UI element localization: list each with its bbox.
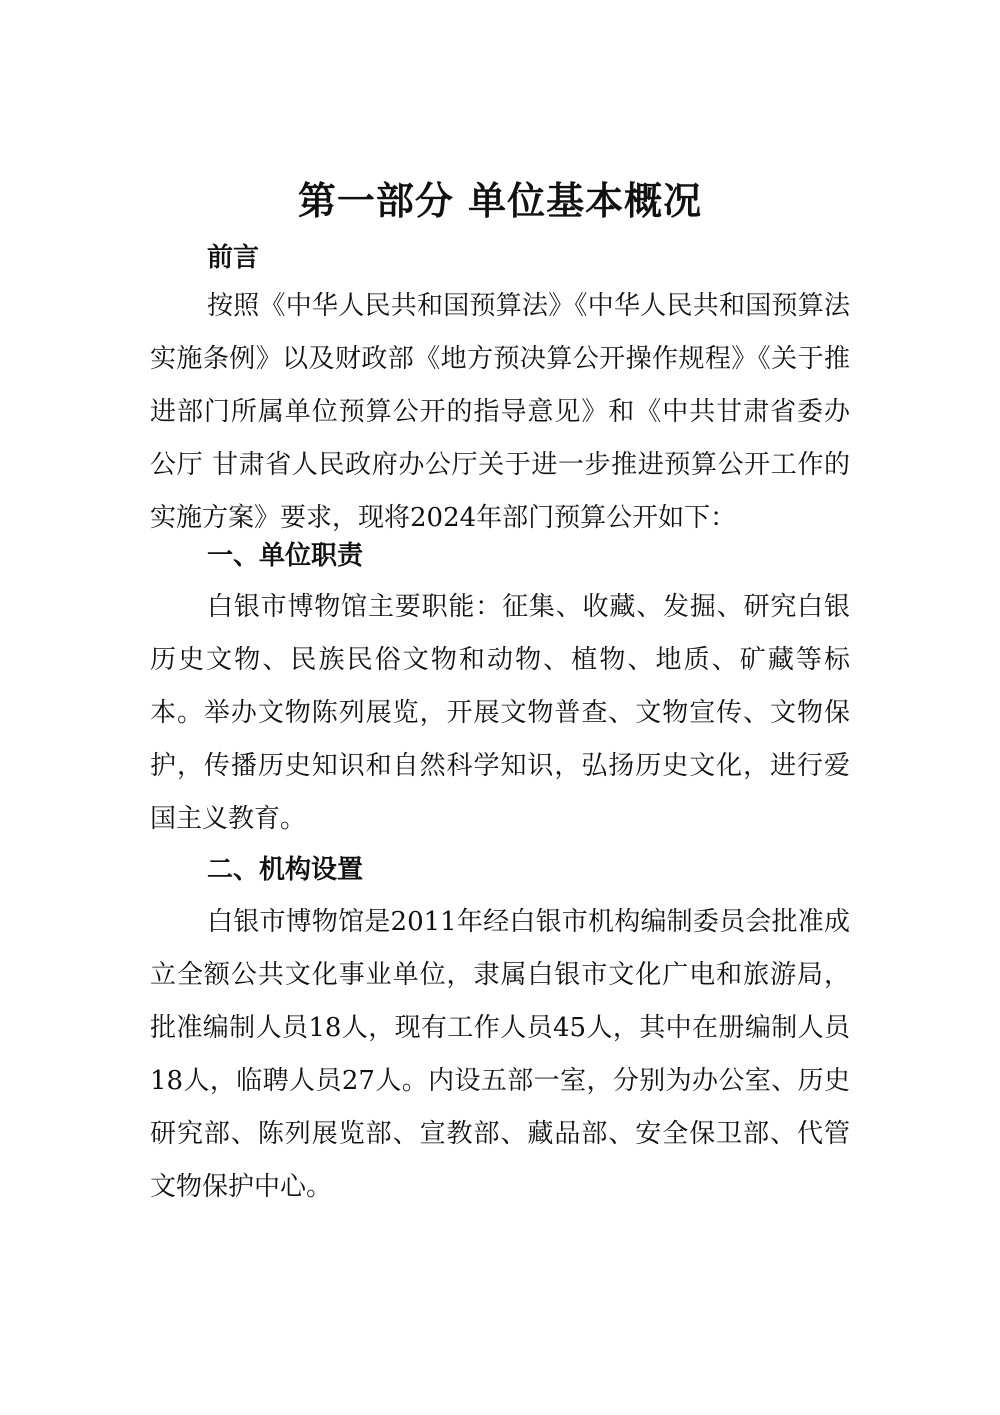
section-paragraph-duties: 白银市博物馆主要职能：征集、收藏、发掘、研究白银历史文物、民族民俗文物和动物、植物、地质、矿藏等标本。举办文物陈列展览，开展文物普查、文物宣传、文物保护，传播历史知识和自然科学知识，弘扬历史文化，进行爱国主义教育。 xyxy=(150,592,850,834)
preface-paragraph: 按照《中华人民共和国预算法》《中华人民共和国预算法实施条例》以及财政部《地方预决算公开操作规程》《关于推进部门所属单位预算公开的指导意见》和《中共甘肃省委办公厅 甘肃省人民政府办公厅关于进一步推进预算公开工作的实施方案》要求，现将2024年部门预算公开如下： xyxy=(150,291,850,533)
section-heading-organization: 二、机构设置 xyxy=(207,855,364,885)
section-paragraph-organization: 白银市博物馆是2011年经白银市机构编制委员会批准成立全额公共文化事业单位，隶属白银市文化广电和旅游局，批准编制人员18人，现有工作人员45人，其中在册编制人员18人，临聘人员27人。内设五部一室，分别为办公室、历史研究部、陈列展览部、宣教部、藏品部、安全保卫部、代管文物保护中心。 xyxy=(150,907,850,1202)
section-heading-duties: 一、单位职责 xyxy=(207,541,364,571)
preface-heading: 前言 xyxy=(207,243,260,273)
page-title: 第一部分 单位基本概况 xyxy=(297,179,703,223)
